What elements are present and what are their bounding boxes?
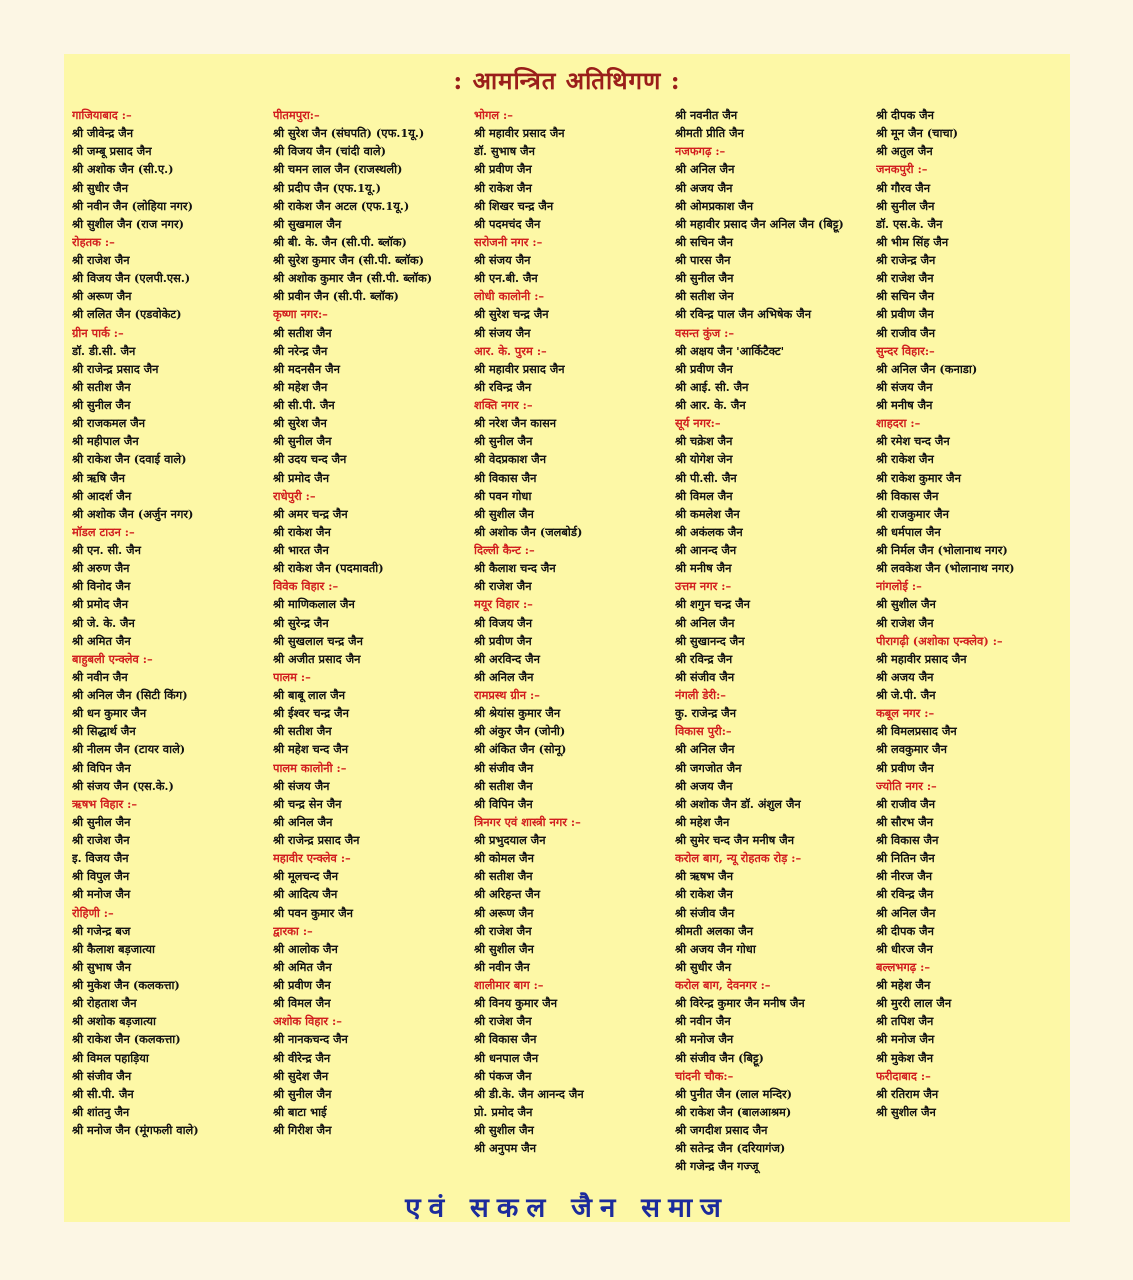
guest-name: श्री ऋषभ जैन — [675, 869, 734, 884]
guest-name: श्री संजय जैन — [474, 253, 531, 267]
locality-heading: बल्लभगढ़ :– — [876, 959, 931, 974]
guest-name: श्री सुनील जैन — [876, 198, 935, 213]
locality-heading: विवेक विहार :– — [273, 579, 339, 594]
guest-name: श्री प्रवीण जैन — [474, 633, 532, 648]
guest-name: श्री ईश्वर चन्द्र जैन — [273, 706, 349, 721]
guest-name: श्री विमल जैन — [273, 996, 331, 1011]
locality-heading: चांदनी चौक:– — [675, 1068, 734, 1083]
guest-name: श्री अजय जैन — [675, 180, 733, 195]
guest-name: श्री अशोक जैन (अर्जुन नगर) — [72, 506, 194, 521]
locality-heading: पीतमपुरा:– — [273, 108, 320, 122]
guest-name: श्री विकास जैन — [876, 833, 939, 847]
guest-name: श्री चन्द्र सेन जैन — [273, 796, 342, 811]
guest-name: श्री राकेश जैन (पदमावती) — [273, 561, 384, 576]
locality-heading: राधेपुरी :– — [273, 488, 316, 503]
guest-name: श्री आर. के. जैन — [675, 398, 746, 412]
guest-name: श्री विपिन जैन — [72, 760, 131, 775]
guest-name: श्री भारत जैन — [273, 543, 329, 557]
guest-name: श्री नरेश जैन कासन — [474, 416, 557, 431]
guest-name: श्री आलोक जैन — [273, 941, 338, 956]
guest-name: श्री अशोक जैन डॉ. अंशुल जैन — [675, 796, 801, 811]
guest-name: श्री नवीन जैन — [474, 959, 530, 974]
guest-name: डॉ. एस.के. जैन — [876, 216, 943, 231]
guest-name: श्री रतिराम जैन — [876, 1086, 939, 1101]
guest-name: श्री सुरेन्द्र जैन — [273, 615, 329, 630]
guest-name: श्री दीपक जैन — [876, 108, 934, 122]
guest-name: श्री सी.पी. जैन — [72, 1086, 134, 1101]
guest-name: श्री सतीश जैन — [474, 869, 533, 884]
guest-name: श्री सुनील जैन — [273, 1086, 332, 1101]
guest-name: श्री सुखानन्द जैन — [675, 633, 745, 648]
guest-name: श्री आदर्श जैन — [72, 488, 132, 503]
guest-name: श्री विकास जैन — [474, 1032, 537, 1047]
guest-name: श्री महावीर प्रसाद जैन अनिल जैन (बिट्टू) — [675, 216, 844, 231]
guest-name: श्री विनय कुमार जैन — [474, 996, 558, 1011]
locality-heading: अशोक विहार :– — [273, 1014, 342, 1029]
guest-name: श्री सुनील जैन — [675, 271, 734, 286]
guest-name: श्री वीरेन्द्र जैन — [273, 1050, 331, 1065]
guest-name: श्री ऋषि जैन — [72, 470, 125, 485]
guest-name: श्री अनिल जैन — [675, 742, 735, 757]
guest-name: श्री गजेन्द्र जैन गज्जू — [675, 1159, 759, 1174]
guest-name: श्री धन कुमार जैन — [72, 706, 147, 721]
locality-heading: पालम कालोनी :– — [273, 760, 347, 775]
guest-name: श्री नवीन जैन — [72, 669, 128, 684]
guest-name: श्री प्रमोद जैन — [72, 597, 129, 612]
guest-name: श्री विजय जैन (चांदी वाले) — [273, 144, 386, 159]
guest-name: श्री राकेश जैन — [876, 452, 934, 467]
guest-name: श्री अक्षय जैन 'आर्किटैक्ट' — [675, 343, 785, 358]
guest-name: श्री जगजोत जैन — [675, 760, 742, 775]
locality-heading: शाहदरा :– — [876, 416, 921, 431]
guest-name: श्री अंकुर जैन (जोनी) — [474, 724, 566, 739]
guest-name: श्री कैलाश बड़जात्या — [72, 941, 155, 956]
guest-column-3 — [474, 106, 676, 1157]
locality-heading: बाहुबली एन्क्लेव :– — [72, 651, 153, 666]
guest-name: श्री विकास जैन — [876, 488, 939, 503]
guest-name: श्री चक्रेश जैन — [675, 434, 733, 449]
guest-name: श्री जम्बू प्रसाद जैन — [72, 144, 152, 159]
guest-name: श्री राकेश जैन — [273, 524, 331, 539]
guest-name: श्री सौरभ जैन — [876, 814, 934, 829]
guest-name: श्री महेश जैन — [675, 814, 730, 829]
guest-name: श्री अशोक बड़जात्या — [72, 1014, 156, 1029]
guest-name: श्री संजीव जैन — [675, 905, 735, 920]
guest-name: श्री राजेन्द्र जैन — [876, 253, 936, 267]
page-title: : आमन्त्रित अतिथिगण : — [453, 66, 681, 95]
guest-name: श्री सुखमाल जैन — [273, 216, 342, 231]
locality-heading: नजफगढ़ :– — [675, 144, 726, 159]
guest-name: श्री आनन्द जैन — [675, 543, 737, 557]
guest-name: श्री अजय जैन — [876, 669, 934, 684]
guest-name: श्री नवीन जैन — [675, 1014, 731, 1029]
guest-name: श्री विपिन जैन — [474, 796, 533, 811]
guest-name: श्री मनोज जैन — [876, 1032, 935, 1047]
locality-heading: ग्रीन पार्क :– — [72, 325, 124, 340]
guest-name: श्री जे. के. जैन — [72, 615, 135, 630]
guest-name: श्री मदनसैन जैन — [273, 361, 340, 376]
guest-name: श्री अनिल जैन (कनाडा) — [876, 361, 978, 376]
guest-name: श्रीमती प्रीति जैन — [675, 126, 744, 141]
guest-name: श्री सतीश जैन — [474, 778, 533, 793]
guest-name: श्री धर्मपाल जैन — [876, 524, 941, 539]
guest-name: श्री मुररी लाल जैन — [876, 996, 952, 1011]
guest-name: श्री विमल जैन — [675, 488, 733, 503]
guest-name: श्री प्रवीण जैन — [876, 307, 934, 322]
guest-name: श्री सुरेश कुमार जैन (सी.पी. ब्लॉक) — [273, 253, 425, 267]
guest-column-1 — [72, 106, 274, 1139]
guest-name: श्री राकेश जैन अटल (एफ.1यू.) — [273, 198, 410, 213]
guest-name: श्री शिखर चन्द्र जैन — [474, 198, 554, 213]
guest-name: श्री राकेश जैन — [675, 887, 733, 902]
guest-name: श्री संजीव जैन — [675, 669, 735, 684]
guest-name: श्री संजय जैन (एस.के.) — [72, 778, 174, 793]
guest-name: श्री जगदीश प्रसाद जैन — [675, 1123, 768, 1137]
guest-name: श्री माणिकलाल जैन — [273, 597, 355, 612]
guest-name: श्री राजीव जैन — [876, 325, 936, 340]
guest-name: श्री भीम सिंह जैन — [876, 234, 949, 249]
guest-name: श्री नरेन्द्र जैन — [273, 343, 328, 358]
guest-name: श्री सुरेश चन्द्र जैन — [474, 307, 549, 322]
guest-name: श्री सचिन जैन — [675, 234, 733, 249]
guest-name: श्री सुनील जैन — [72, 398, 131, 412]
guest-name: इ. विजय जैन — [72, 851, 129, 866]
guest-name: श्री अकंलक जैन — [675, 524, 743, 539]
guest-name: श्री अजीत प्रसाद जैन — [273, 651, 361, 666]
locality-heading: दिल्ली कैन्ट :– — [474, 543, 535, 557]
guest-name: श्री गिरीश जैन — [273, 1123, 332, 1137]
guest-name: श्री लवकुमार जैन — [876, 742, 947, 757]
guest-name: श्री सुनील जैन — [72, 814, 131, 829]
guest-name: श्री वेदप्रकाश जैन — [474, 452, 547, 467]
guest-name: श्री राजकमल जैन — [72, 416, 146, 431]
guest-name: श्री अरिहन्त जैन — [474, 887, 541, 902]
locality-heading: पालम :– — [273, 669, 311, 684]
guest-name: श्री सुधीर जैन — [72, 180, 129, 195]
guest-name: श्री सुशील जैन — [474, 941, 534, 956]
guest-name: श्री प्रवीण जैन — [273, 978, 331, 992]
locality-heading: लोधी कालोनी :– — [474, 289, 545, 304]
guest-name: श्री संजीव जैन — [72, 1068, 132, 1083]
guest-name: श्री राजेश जैन — [72, 253, 130, 267]
guest-name: श्री प्रवीण जैन — [675, 361, 733, 376]
guest-column-2 — [273, 106, 475, 1139]
guest-name: श्री अजय जैन — [675, 778, 733, 793]
locality-heading: नांगलोई :– — [876, 579, 922, 594]
guest-name: श्री सुखलाल चन्द्र जैन — [273, 633, 363, 648]
guest-name: श्री प्रमोद जैन — [273, 470, 330, 485]
guest-name: श्री मूलचन्द जैन — [273, 869, 339, 884]
guest-name: श्री महावीर प्रसाद जैन — [474, 126, 565, 141]
guest-name: डॉ. डी.सी. जैन — [72, 343, 136, 358]
locality-heading: रामप्रस्थ ग्रीन :– — [474, 688, 540, 702]
guest-name: श्री मुकेश जैन — [876, 1050, 934, 1065]
guest-name: श्री सुभाष जैन — [72, 959, 131, 974]
invitation-panel — [64, 54, 1070, 1222]
guest-name: श्री राजेश जैन — [474, 923, 532, 938]
locality-heading: शक्ति नगर :– — [474, 398, 533, 412]
guest-name: श्री राजेन्द्र प्रसाद जैन — [72, 361, 159, 376]
guest-name: श्री तपिश जैन — [876, 1014, 934, 1029]
locality-heading: मयूर विहार :– — [474, 597, 533, 612]
guest-name: श्री अरूण जैन — [474, 905, 534, 920]
guest-name: श्री नानकचन्द जैन — [273, 1032, 348, 1047]
locality-heading: कृष्णा नगर:– — [273, 307, 328, 322]
guest-name: श्री जीवेन्द्र जैन — [72, 126, 134, 141]
guest-name: श्री महेश जैन — [876, 978, 931, 992]
guest-name: श्री सतीश जैन — [72, 379, 131, 394]
guest-name: श्री सुरेश जैन (संघपति) (एफ.1यू.) — [273, 126, 425, 141]
footer-text: एवं सकल जैन समाज — [405, 1191, 729, 1224]
guest-name: श्री शांतनु जैन — [72, 1104, 130, 1119]
locality-heading: पीरागढ़ी (अशोका एन्क्लेव) :– — [876, 633, 1003, 648]
guest-name: श्री प्रवीण जैन — [876, 760, 934, 775]
guest-name: श्री सतीश जैन — [273, 724, 332, 739]
guest-name: श्री सतीश जेन — [675, 289, 734, 304]
guest-name: श्री सचिन जैन — [876, 289, 934, 304]
locality-heading: ऋषभ विहार :– — [72, 796, 138, 811]
guest-name: श्री मनोज जैन — [72, 887, 131, 902]
guest-name: श्री सुशील जैन — [474, 1123, 534, 1137]
locality-heading: विकास पुरी:– — [675, 724, 732, 739]
guest-name: श्री सुशील जैन — [876, 1104, 936, 1119]
guest-name: श्रीमती अलका जैन — [675, 923, 754, 938]
guest-name: श्री कैलाश चन्द जैन — [474, 561, 556, 576]
guest-name: श्री राजेश जैन — [474, 1014, 532, 1029]
guest-name: श्री मनीष जैन — [876, 398, 933, 412]
guest-name: श्री पी.सी. जैन — [675, 470, 737, 485]
guest-name: श्री सुनील जैन — [273, 434, 332, 449]
guest-name: श्री बाबू लाल जैन — [273, 688, 346, 702]
guest-name: श्री राकेश जैन — [474, 180, 532, 195]
guest-name: श्री निर्मल जैन (भोलानाथ नगर) — [876, 543, 1008, 557]
locality-heading: रोहतक :– — [72, 234, 115, 249]
guest-name: श्री प्रभुदयाल जैन — [474, 833, 546, 847]
guest-name: श्री अनिल जैन — [675, 162, 735, 177]
locality-heading: फरीदाबाद :– — [876, 1068, 931, 1083]
guest-name: श्री धीरज जैन — [876, 941, 933, 956]
guest-name: श्री अरूण जैन — [72, 289, 132, 304]
locality-heading: भोगल :– — [474, 108, 513, 122]
guest-name: श्री संजय जैन — [474, 325, 531, 340]
guest-name: श्री अशोक जैन (जलबोर्ड) — [474, 524, 583, 539]
guest-name: श्री प्रवीन जैन (सी.पी. ब्लॉक) — [273, 289, 399, 304]
guest-name: श्री महेश चन्द जैन — [273, 742, 349, 757]
guest-name: प्रो. प्रमोद जैन — [474, 1104, 533, 1119]
guest-name: श्री अनिल जैन — [675, 615, 735, 630]
guest-name: श्री नीलम जैन (टायर वाले) — [72, 742, 186, 757]
guest-name: श्री अरविन्द जैन — [474, 651, 540, 666]
guest-name: श्री नवीन जैन (लोहिया नगर) — [72, 198, 193, 213]
guest-name: श्री महावीर प्रसाद जैन — [474, 361, 565, 376]
guest-name: श्री कमलेश जैन — [675, 506, 740, 521]
guest-name: श्री महीपाल जैन — [72, 434, 139, 449]
guest-name: श्री शगुन चन्द्र जैन — [675, 597, 750, 612]
guest-name: श्री डी.के. जैन आनन्द जैन — [474, 1086, 584, 1101]
guest-name: श्री रविन्द्र जैन — [675, 651, 733, 666]
guest-name: श्री महावीर प्रसाद जैन — [876, 651, 967, 666]
locality-heading: मॉडल टाउन :– — [72, 524, 135, 539]
guest-name: श्री अमित जैन — [72, 633, 131, 648]
guest-name: श्री नितिन जैन — [876, 851, 935, 866]
guest-name: श्री अमर चन्द्र जैन — [273, 506, 348, 521]
locality-heading: आर. के. पुरम :– — [474, 343, 547, 358]
guest-name: श्री अंकित जैन (सोनू) — [474, 742, 567, 757]
guest-name: श्री सुशील जैन — [474, 506, 534, 521]
guest-name: श्री जे.पी. जैन — [876, 688, 936, 702]
guest-name: श्री अजय जैन गोधा — [675, 941, 756, 956]
guest-name: श्री नवनीत जैन — [675, 108, 738, 122]
guest-name: श्री अनिल जैन — [474, 669, 534, 684]
guest-name: श्री अनुपम जैन — [474, 1141, 537, 1156]
guest-name: श्री आदित्य जैन — [273, 887, 338, 902]
locality-heading: ज्योति नगर :– — [876, 778, 937, 793]
guest-name: श्री गजेन्द्र बज — [72, 923, 131, 938]
guest-name: श्री ललित जैन (एडवोकेट) — [72, 307, 182, 322]
guest-name: श्री मून जैन (चाचा) — [876, 126, 958, 141]
guest-name: कु. राजेन्द्र जैन — [675, 706, 737, 721]
guest-name: श्री राजेन्द्र प्रसाद जैन — [273, 833, 360, 847]
guest-name: श्री सतीश जैन — [273, 325, 332, 340]
locality-heading: जनकपुरी :– — [876, 162, 928, 177]
guest-name: श्री ओमप्रकाश जैन — [675, 198, 754, 213]
guest-name: श्री राजेश जैन — [876, 615, 934, 630]
guest-name: श्री गौरव जैन — [876, 180, 931, 195]
guest-column-5 — [876, 106, 1078, 1121]
guest-name: श्री लवकेश जैन (भोलानाथ नगर) — [876, 561, 1015, 576]
guest-name: श्री विरेन्द्र कुमार जैन मनीष जैन — [675, 996, 805, 1011]
guest-name: श्री अमित जैन — [273, 959, 332, 974]
guest-name: श्री सुशील जैन (राज नगर) — [72, 216, 185, 231]
locality-heading: करोल बाग, न्यू रोहतक रोड़ :– — [675, 851, 802, 866]
locality-heading: उत्तम नगर :– — [675, 579, 732, 594]
locality-heading: रोहिणी :– — [72, 905, 114, 920]
guest-name: श्री आई. सी. जैन — [675, 379, 749, 394]
guest-name: श्री विपुल जैन — [72, 869, 130, 884]
guest-name: श्री रविन्द्र पाल जैन अभिषेक जैन — [675, 307, 812, 322]
guest-name: श्री अशोक जैन (सी.ए.) — [72, 162, 174, 177]
guest-name: श्री संजय जैन — [273, 778, 330, 793]
guest-name: श्री विजय जैन — [474, 615, 533, 630]
guest-name: श्री विमलप्रसाद जैन — [876, 724, 957, 739]
guest-name: श्री विनोद जैन — [72, 579, 131, 594]
locality-heading: सरोजनी नगर :– — [474, 234, 543, 249]
guest-name: श्री रविन्द्र जैन — [474, 379, 532, 394]
locality-heading: गाजियाबाद :– — [72, 108, 132, 122]
guest-name: श्री पवन गोधा — [474, 488, 532, 503]
guest-name: श्री उदय चन्द जैन — [273, 452, 347, 467]
locality-heading: महावीर एन्क्लेव :– — [273, 851, 351, 866]
guest-name: श्री रविन्द्र जैन — [876, 887, 934, 902]
guest-name: श्री प्रवीण जैन — [474, 162, 532, 177]
guest-name: श्री मनोज जैन — [675, 1032, 734, 1047]
guest-name: श्री नीरज जैन — [876, 869, 933, 884]
guest-name: श्री विजय जैन (एलपी.एस.) — [72, 271, 191, 286]
guest-name: श्री मनोज जैन (मूंगफली वाले) — [72, 1123, 199, 1137]
guest-name: श्री सतेन्द्र जैन (दरियागंज) — [675, 1141, 786, 1156]
guest-name: श्री प्रदीप जैन (एफ.1यू.) — [273, 180, 381, 195]
guest-name: श्री एन. सी. जैन — [72, 543, 141, 557]
guest-name: श्री राकेश जैन (बालआश्रम) — [675, 1104, 792, 1119]
locality-heading: सूर्य नगर:– — [675, 416, 721, 431]
locality-heading: सुन्दर विहार:– — [876, 343, 935, 358]
guest-name: श्री अनिल जैन (सिटी किंग) — [72, 688, 188, 702]
guest-name: श्री सुधीर जैन — [675, 959, 732, 974]
guest-name: श्री सी.पी. जैन — [273, 398, 335, 412]
guest-name: श्री अशोक कुमार जैन (सी.पी. ब्लॉक) — [273, 271, 433, 286]
locality-heading: नंगली डेरी:– — [675, 688, 726, 702]
guest-name: श्री बी. के. जैन (सी.पी. ब्लॉक) — [273, 234, 407, 249]
guest-column-4 — [675, 106, 877, 1175]
guest-name: श्री संजीव जैन — [474, 760, 534, 775]
guest-name: श्री अनिल जैन — [273, 814, 333, 829]
locality-heading: शालीमार बाग :– — [474, 978, 544, 992]
guest-name: श्री राजीव जैन — [876, 796, 936, 811]
guest-name: श्री दीपक जैन — [876, 923, 934, 938]
guest-name: श्री श्रेयांस कुमार जैन — [474, 706, 561, 721]
guest-name: श्री सुरेश जैन — [273, 416, 327, 431]
locality-heading: त्रिनगर एवं शास्त्री नगर :– — [474, 814, 581, 829]
guest-name: श्री मुकेश जैन (कलकत्ता) — [72, 978, 180, 992]
guest-name: श्री अरुण जैन — [72, 561, 130, 576]
guest-name: श्री सुशील जैन — [876, 597, 936, 612]
guest-name: श्री राजकुमार जैन — [876, 506, 949, 521]
guest-name: श्री रोहताश जैन — [72, 996, 137, 1011]
guest-name: श्री बाटा भाई — [273, 1104, 327, 1119]
guest-name: श्री अनिल जैन — [876, 905, 936, 920]
guest-name: श्री राजेश जैन — [474, 579, 532, 594]
locality-heading: द्वारका :– — [273, 923, 313, 938]
guest-name: श्री धनपाल जैन — [474, 1050, 539, 1065]
guest-name: श्री योगेश जेन — [675, 452, 733, 467]
guest-name: श्री पुनीत जैन (लाल मन्दिर) — [675, 1086, 793, 1101]
guest-name: श्री पदमचंद जैन — [474, 216, 541, 231]
locality-heading: वसन्त कुंज :– — [675, 325, 735, 340]
guest-name: श्री राजेश जैन — [876, 271, 934, 286]
guest-name: श्री सुनील जैन — [474, 434, 533, 449]
guest-name: श्री विमल पहाड़िया — [72, 1050, 149, 1065]
locality-heading: कबूल नगर :– — [876, 706, 935, 721]
guest-name: श्री पवन कुमार जैन — [273, 905, 353, 920]
guest-name: श्री एन.बी. जैन — [474, 271, 538, 286]
guest-name: श्री राजेश जैन — [72, 833, 130, 847]
guest-name: श्री सुमेर चन्द जैन मनीष जैन — [675, 833, 795, 847]
guest-name: श्री पंकज जैन — [474, 1068, 532, 1083]
guest-name: श्री सुदेश जैन — [273, 1068, 329, 1083]
guest-name: श्री संजय जैन — [876, 379, 933, 394]
guest-name: श्री महेश जैन — [273, 379, 328, 394]
guest-name: श्री अतुल जैन — [876, 144, 933, 159]
guest-name: श्री कोमल जैन — [474, 851, 534, 866]
guest-name: श्री संजीव जैन (बिट्टू) — [675, 1050, 764, 1065]
guest-name: श्री मनीष जैन — [675, 561, 732, 576]
guest-name: डॉ. सुभाष जैन — [474, 144, 535, 159]
guest-name: श्री चमन लाल जैन (राजस्थली) — [273, 162, 403, 177]
guest-name: श्री राकेश कुमार जैन — [876, 470, 961, 485]
guest-name: श्री राकेश जैन (कलकत्ता) — [72, 1032, 181, 1047]
guest-name: श्री रमेश चन्द जैन — [876, 434, 950, 449]
guest-name: श्री राकेश जैन (दवाई वाले) — [72, 452, 187, 467]
guest-name: श्री विकास जैन — [474, 470, 537, 485]
guest-name: श्री सिद्धार्थ जैन — [72, 724, 136, 739]
locality-heading: करोल बाग, देवनगर :– — [675, 978, 771, 992]
guest-name: श्री पारस जैन — [675, 253, 731, 267]
